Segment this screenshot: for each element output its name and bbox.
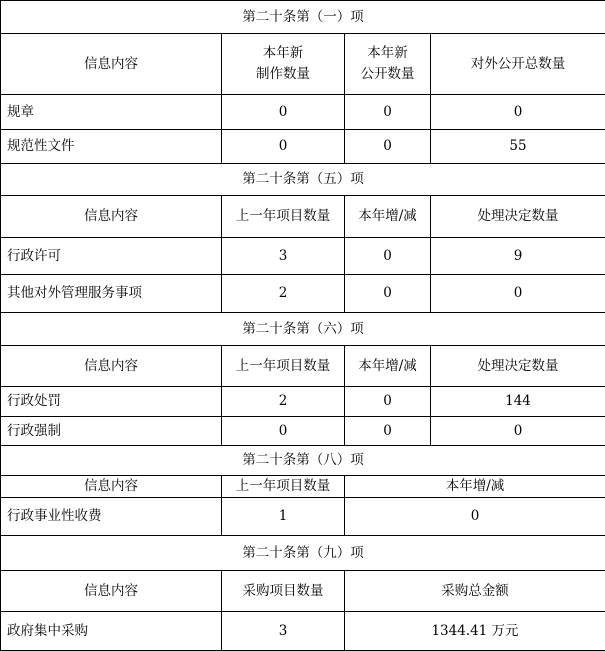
cell-value: 0 [431,275,605,313]
cell-value: 0 [222,130,345,164]
section-title: 第二十条第（六）项 [1,313,605,346]
header-cell: 上一年项目数量 [222,346,345,387]
table-row [1,612,605,651]
header-cell: 本年增/减 [345,476,605,498]
section-title: 第二十条第（九）项 [1,536,605,571]
header-cell: 采购总金额 [345,571,605,612]
table-row [1,238,605,275]
section-title-row [1,536,605,571]
cell-value: 0 [345,417,431,446]
cell-value: 0 [345,275,431,313]
section-title-row [1,446,605,476]
header-row [1,571,605,612]
row-label: 行政许可 [1,238,222,275]
section-title-row [1,1,605,34]
cell-value: 0 [345,387,431,417]
cell-value: 0 [345,130,431,164]
cell-value: 0 [431,417,605,446]
header-cell: 本年新 公开数量 [345,34,431,95]
section-title: 第二十条第（八）项 [1,446,605,476]
row-label: 规范性文件 [1,130,222,164]
table-row [1,275,605,313]
row-label: 政府集中采购 [1,612,222,651]
cell-value: 0 [431,95,605,130]
header-row [1,476,605,498]
header-cell: 对外公开总数量 [431,34,605,95]
header-row [1,34,605,95]
section-title-row [1,164,605,196]
header-cell: 信息内容 [1,571,222,612]
cell-value: 0 [345,498,605,536]
row-label: 规章 [1,95,222,130]
header-cell: 本年增/减 [345,196,431,238]
header-cell: 信息内容 [1,34,222,95]
cell-value: 0 [345,95,431,130]
cell-value: 3 [222,612,345,651]
cell-value: 0 [222,417,345,446]
header-cell: 处理决定数量 [431,346,605,387]
cell-value: 1344.41 万元 [345,612,605,651]
header-cell: 上一年项目数量 [222,476,345,498]
header-cell: 信息内容 [1,196,222,238]
row-label: 行政处罚 [1,387,222,417]
section-title-row [1,313,605,346]
cell-value: 2 [222,387,345,417]
cell-value: 0 [222,95,345,130]
cell-value: 144 [431,387,605,417]
section-title: 第二十条第（五）项 [1,164,605,196]
table-row [1,95,605,130]
cell-value: 1 [222,498,345,536]
cell-value: 2 [222,275,345,313]
header-cell: 处理决定数量 [431,196,605,238]
row-label: 行政强制 [1,417,222,446]
row-label: 行政事业性收费 [1,498,222,536]
table-row [1,498,605,536]
header-cell: 上一年项目数量 [222,196,345,238]
header-cell: 信息内容 [1,476,222,498]
header-cell: 本年新 制作数量 [222,34,345,95]
cell-value: 55 [431,130,605,164]
table-row [1,387,605,417]
table-row [1,130,605,164]
row-label: 其他对外管理服务事项 [1,275,222,313]
header-row [1,346,605,387]
header-cell: 采购项目数量 [222,571,345,612]
section-title: 第二十条第（一）项 [1,1,605,34]
table-row [1,417,605,446]
cell-value: 3 [222,238,345,275]
cell-value: 9 [431,238,605,275]
header-cell: 信息内容 [1,346,222,387]
header-cell: 本年增/减 [345,346,431,387]
cell-value: 0 [345,238,431,275]
header-row [1,196,605,238]
